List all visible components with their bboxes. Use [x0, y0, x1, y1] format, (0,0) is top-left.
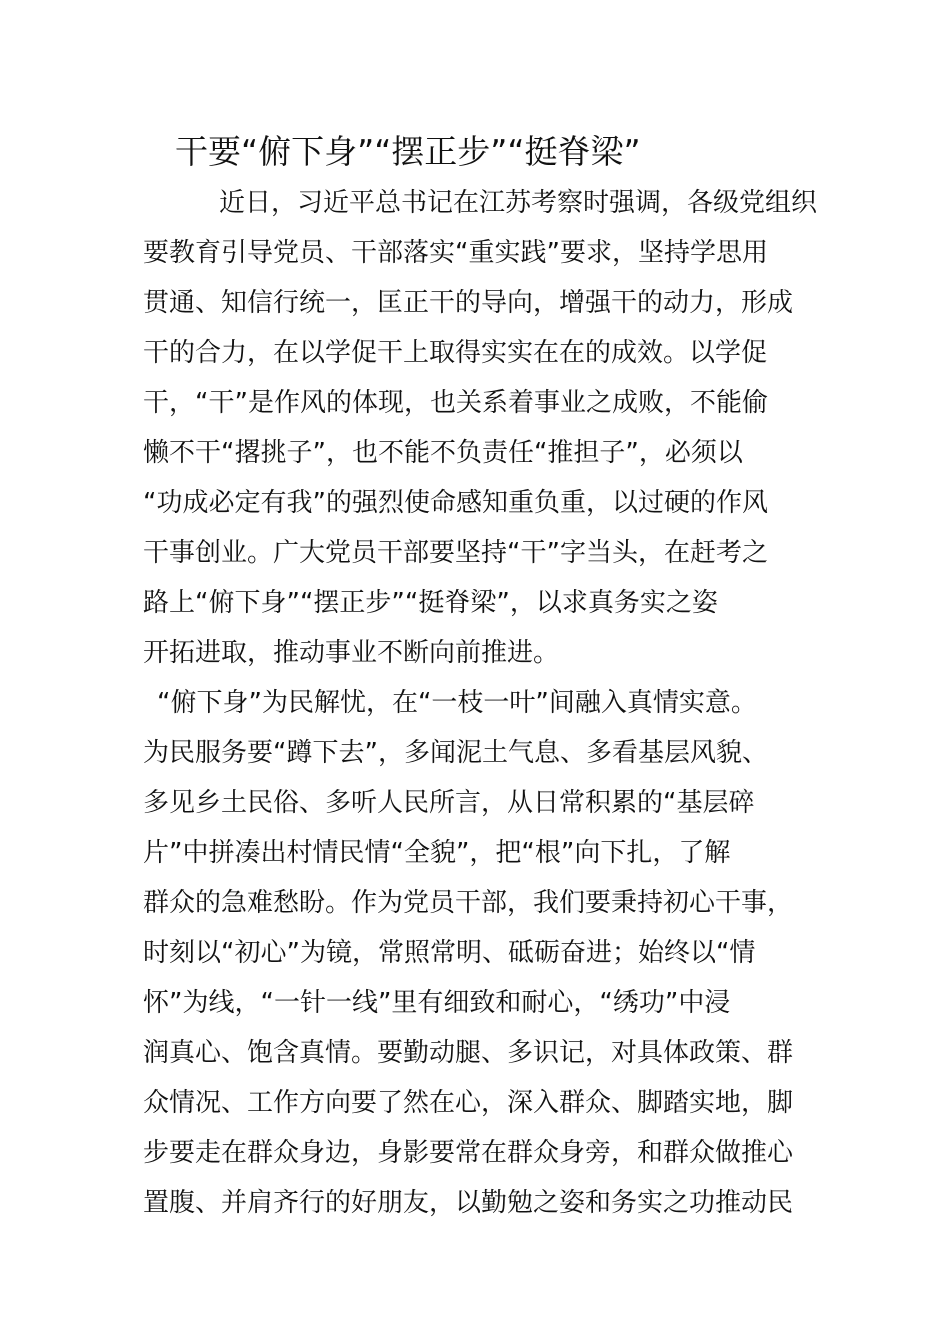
document-title: 干要“俯下身”“摆正步”“挺脊梁” [175, 132, 641, 171]
text-line: 路上“俯下身”“摆正步”“挺脊梁”，以求真务实之姿 [143, 588, 718, 618]
text-line: 多见乡土民俗、多听人民所言，从日常积累的“基层碎 [143, 788, 755, 818]
text-line: 要教育引导党员、干部落实“重实践”要求，坚持学思用 [143, 238, 768, 268]
text-line: 怀”为线，“一针一线”里有细致和耐心，“绣功”中浸 [143, 988, 731, 1018]
text-line: 近日，习近平总书记在江苏考察时强调，各级党组织 [219, 188, 818, 218]
text-line: 润真心、饱含真情。要勤动腿、多识记，对具体政策、群 [143, 1038, 794, 1068]
text-line: 群众的急难愁盼。作为党员干部，我们要秉持初心干事， [143, 888, 794, 918]
text-line: “功成必定有我”的强烈使命感知重负重，以过硬的作风 [143, 488, 768, 518]
text-line: 众情况、工作方向要了然在心，深入群众、脚踏实地，脚 [143, 1088, 794, 1118]
text-line: 干的合力，在以学促干上取得实实在在的成效。以学促 [143, 338, 768, 368]
text-line: 步要走在群众身边，身影要常在群众身旁，和群众做推心 [143, 1138, 794, 1168]
text-line: 懒不干“撂挑子”，也不能不负责任“推担子”，必须以 [143, 438, 743, 468]
text-line: 开拓进取，推动事业不断向前推进。 [143, 638, 560, 668]
text-line: 贯通、知信行统一，匡正干的导向，增强干的动力，形成 [143, 288, 794, 318]
text-line: 干，“干”是作风的体现，也关系着事业之成败，不能偷 [143, 388, 768, 418]
text-line: “俯下身”为民解忧，在“一枝一叶”间融入真情实意。 [157, 688, 757, 718]
text-line: 置腹、并肩齐行的好朋友，以勤勉之姿和务实之功推动民 [143, 1188, 794, 1218]
text-line: 片”中拼凑出村情民情“全貌”，把“根”向下扎，了解 [143, 838, 731, 868]
text-line: 时刻以“初心”为镜，常照常明、砥砺奋进；始终以“情 [143, 938, 756, 968]
text-line: 为民服务要“蹲下去”，多闻泥土气息、多看基层风貌、 [143, 738, 768, 768]
document-body [143, 178, 818, 1228]
text-line: 干事创业。广大党员干部要坚持“干”字当头，在赶考之 [143, 538, 768, 568]
